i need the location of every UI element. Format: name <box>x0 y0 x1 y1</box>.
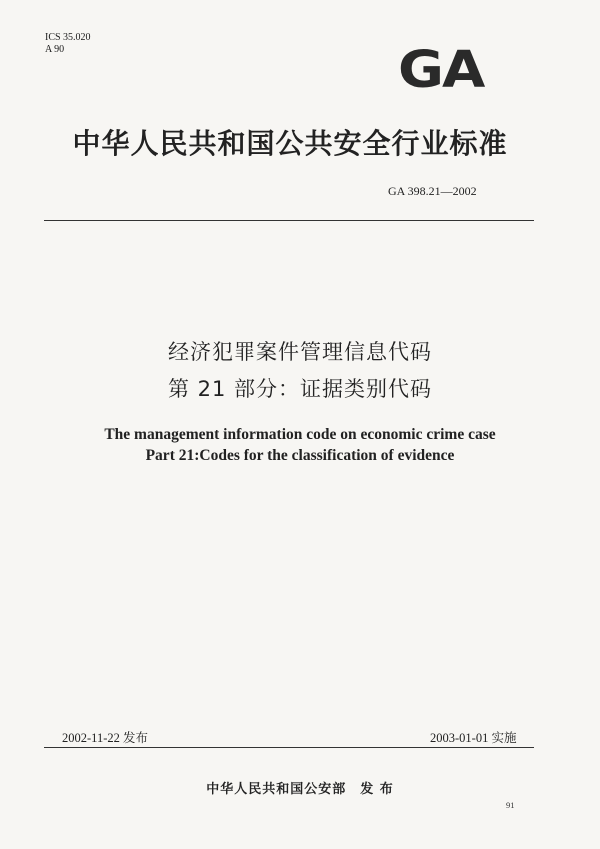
standard-org-title: 中华人民共和国公共安全行业标准 <box>72 127 508 160</box>
english-title-line2: Part 21:Codes for the classification of evidence <box>145 447 455 464</box>
ics-classification <box>45 32 91 56</box>
standard-code: GA 398.21—2002 <box>388 184 477 198</box>
top-divider <box>44 220 534 221</box>
page-number: 91 <box>506 800 515 810</box>
ga-logo: GA <box>398 41 484 100</box>
effective-date: 2003-01-01 实施 <box>430 731 517 745</box>
chinese-title-line2: 第 21 部分：证据类别代码 <box>167 377 433 401</box>
issue-date: 2002-11-22 发布 <box>62 731 148 745</box>
ics-code: ICS 35.020 <box>45 32 91 43</box>
chinese-title-line1: 经济犯罪案件管理信息代码 <box>168 340 432 364</box>
bottom-divider <box>44 747 534 748</box>
english-title-line1: The management information code on economic crime case <box>104 426 496 443</box>
issuing-authority: 中华人民共和国公安部 发 布 <box>206 782 394 797</box>
category-code: A 90 <box>45 44 65 55</box>
